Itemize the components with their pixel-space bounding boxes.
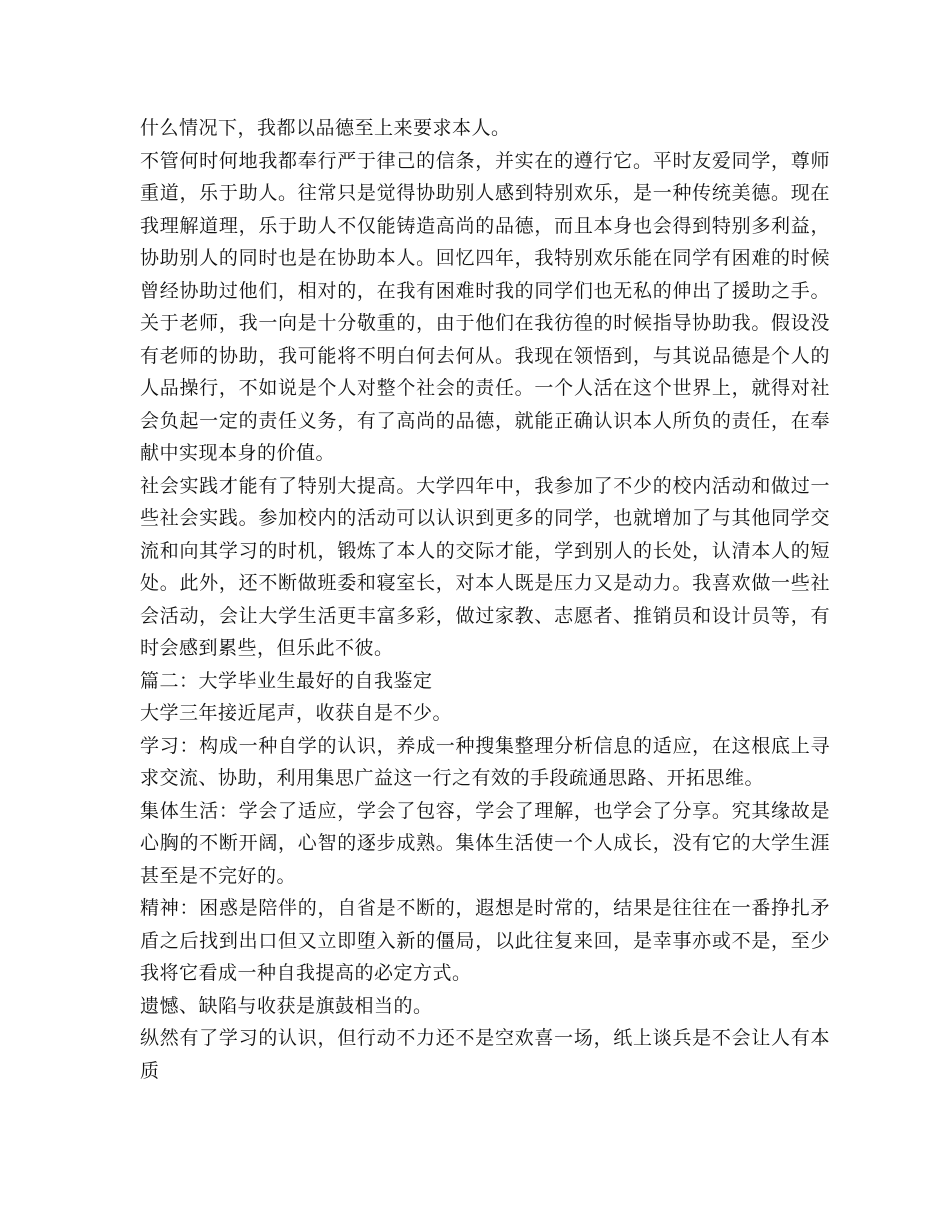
paragraph-2: 不管何时何地我都奉行严于律己的信条，并实在的遵行它。平时友爱同学，尊师重道，乐于助人。往常只是觉得协助别人感到特别欢乐，是一种传统美德。现在我理解道理，乐于助人不仅能铸造高尚的品德，而且本身也会得到特别多利益，协助别人的同时也是在协助本人。回忆四年，我特别欢乐能在同学有困难的时候曾经协助过他们，相对的，在我有困难时我的同学们也无私的伸出了援助之手。关于老师，我一向是十分敬重的，由于他们在我彷徨的时候指导协助我。假设没有老师的协助，我可能将不明白何去何从。我现在领悟到，与其说品德是个人的人品操行，不如说是个人对整个社会的责任。一个人活在这个世界上，就得对社会负起一定的责任义务，有了高尚的品德，就能正确认识本人所负的责任，在奉献中实现本身的价值。 [140,149,830,464]
paragraph-4: 大学三年接近尾声，收获自是不少。 [140,702,453,724]
paragraph-7: 精神：困惑是陪伴的，自省是不断的，遐想是时常的，结果是往往在一番挣扎矛盾之后找到出口但又立即堕入新的僵局，以此往复来回，是幸事亦或不是，至少我将它看成一种自我提高的必定方式。 [140,897,830,984]
paragraph-8: 遗憾、缺陷与收获是旗鼓相当的。 [140,994,433,1017]
paragraph-3: 社会实践才能有了特别大提高。大学四年中，我参加了不少的校内活动和做过一些社会实践。参加校内的活动可以认识到更多的同学，也就增加了与其他同学交流和向其学习的时机，锻炼了本人的交际才能，学到别人的长处，认清本人的短处。此外，还不断做班委和寝室长，对本人既是压力又是动力。我喜欢做一些社会活动，会让大学生活更丰富多彩，做过家教、志愿者、推销员和设计员等，有时会感到累些，但乐此不彼。 [140,474,830,659]
paragraph-6: 集体生活：学会了适应，学会了包容，学会了理解，也学会了分享。究其缘故是心胸的不断开阔，心智的逐步成熟。集体生活使一个人成长，没有它的大学生涯甚至是不完好的。 [140,799,830,887]
paragraph-5: 学习：构成一种自学的认识，养成一种搜集整理分析信息的适应，在这根底上寻求交流、协助，利用集思广益这一行之有效的手段疏通思路、开拓思维。 [140,734,830,789]
paragraph-9: 纵然有了学习的认识，但行动不力还不是空欢喜一场，纸上谈兵是不会让人有本质 [140,1027,830,1082]
paragraph-1: 什么情况下，我都以品德至上来要求本人。 [140,117,511,139]
section-heading: 篇二：大学毕业生最好的自我鉴定 [140,669,433,692]
document-body [140,112,830,1087]
